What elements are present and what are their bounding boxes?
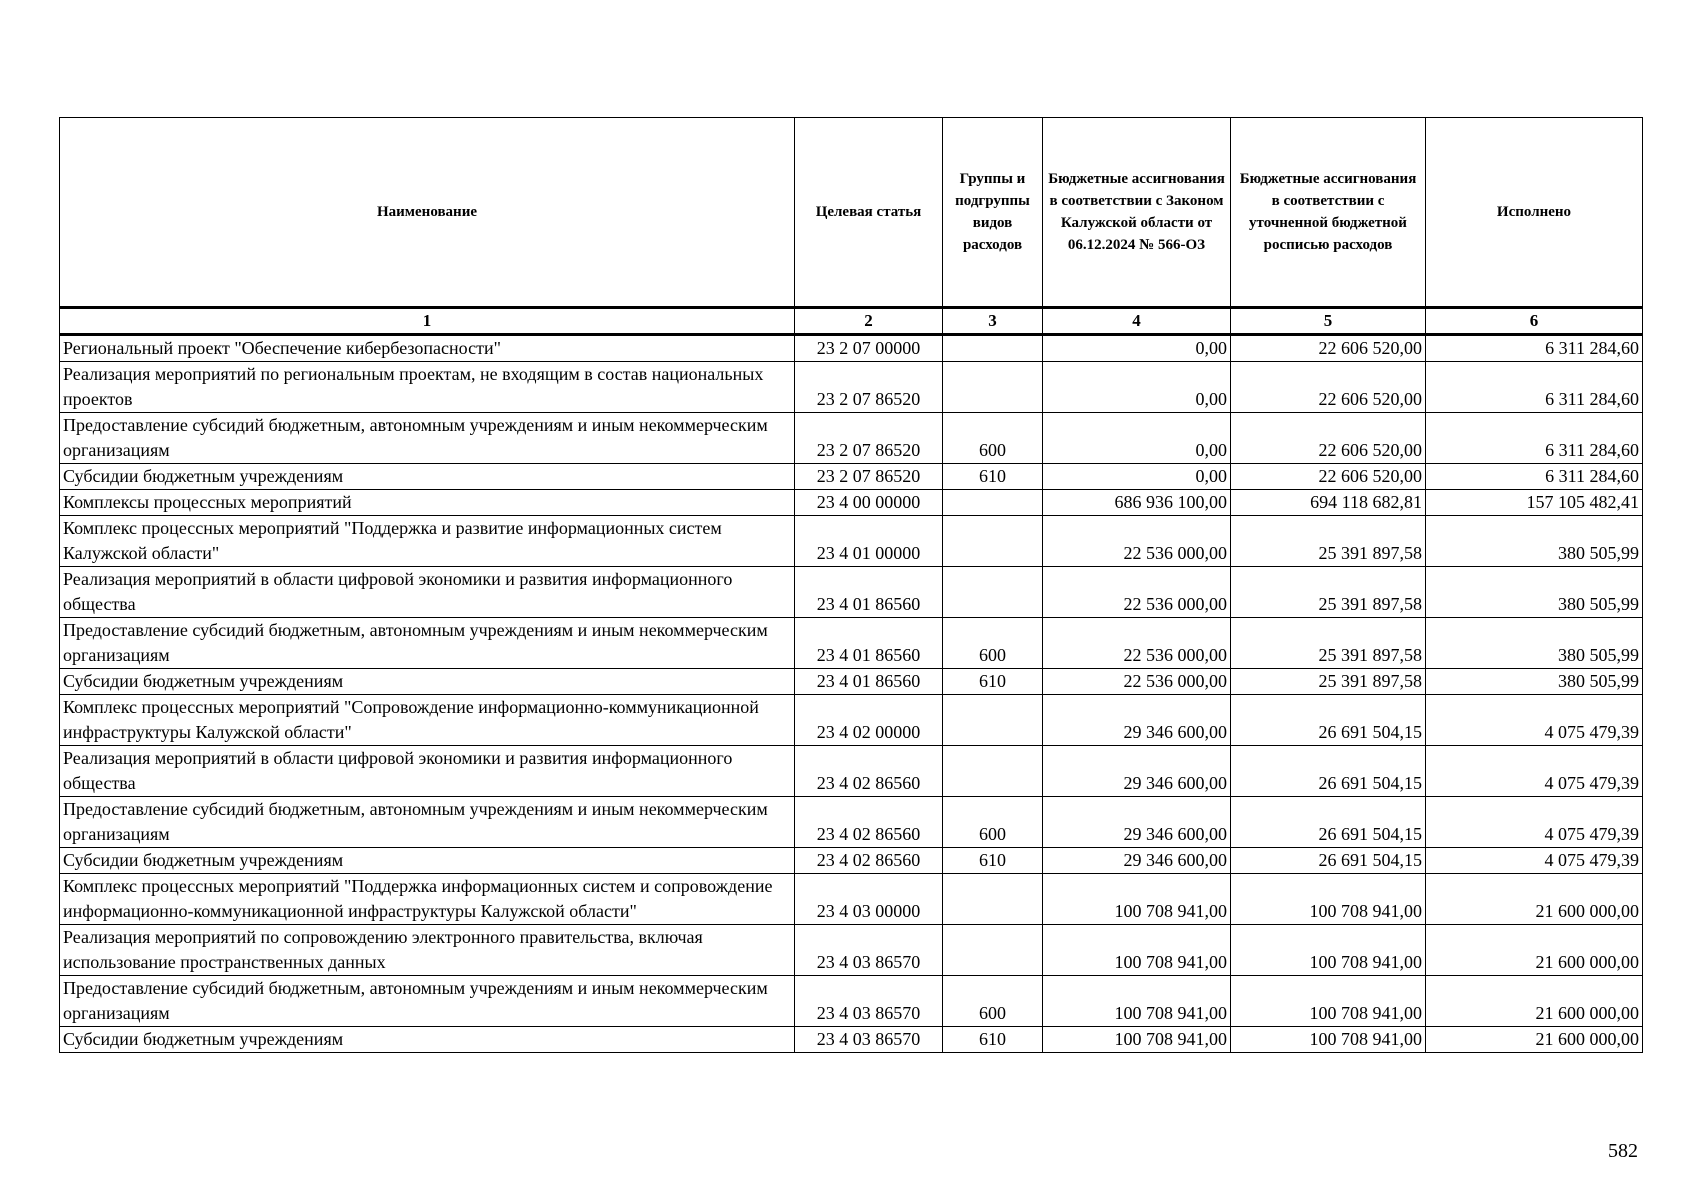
row-expense-group: 610: [943, 669, 1043, 695]
row-law-amount: 29 346 600,00: [1043, 797, 1231, 848]
header-executed: Исполнено: [1426, 118, 1643, 308]
header-law-allocations: Бюджетные ассигнования в соответствии с Законом Калужской области от 06.12.2024 № 566-ОЗ: [1043, 118, 1231, 308]
row-name: Предоставление субсидий бюджетным, автономным учреждениям и иным некоммерческим организациям: [60, 618, 795, 669]
row-refined-amount: 22 606 520,00: [1231, 335, 1426, 362]
row-name: Комплексы процессных мероприятий: [60, 490, 795, 516]
row-executed-amount: 6 311 284,60: [1426, 413, 1643, 464]
row-executed-amount: 157 105 482,41: [1426, 490, 1643, 516]
header-refined-allocations: Бюджетные ассигнования в соответствии с уточненной бюджетной росписью расходов: [1231, 118, 1426, 308]
row-name: Реализация мероприятий в области цифровой экономики и развития информационного общества: [60, 746, 795, 797]
row-target-article: 23 4 03 86570: [795, 976, 943, 1027]
column-number: 4: [1043, 308, 1231, 335]
table-row: [60, 618, 1643, 669]
row-target-article: 23 2 07 00000: [795, 335, 943, 362]
row-executed-amount: 21 600 000,00: [1426, 874, 1643, 925]
row-expense-group: [943, 925, 1043, 976]
row-target-article: 23 2 07 86520: [795, 413, 943, 464]
row-executed-amount: 380 505,99: [1426, 516, 1643, 567]
row-name: Реализация мероприятий по региональным проектам, не входящим в состав национальных проектов: [60, 362, 795, 413]
row-law-amount: 0,00: [1043, 413, 1231, 464]
row-expense-group: [943, 874, 1043, 925]
row-name: Субсидии бюджетным учреждениям: [60, 1027, 795, 1053]
row-executed-amount: 380 505,99: [1426, 669, 1643, 695]
row-expense-group: [943, 362, 1043, 413]
row-name: Региональный проект "Обеспечение кибербезопасности": [60, 335, 795, 362]
row-refined-amount: 22 606 520,00: [1231, 362, 1426, 413]
column-number: 1: [60, 308, 795, 335]
table-row: [60, 490, 1643, 516]
table-row: [60, 1027, 1643, 1053]
row-target-article: 23 2 07 86520: [795, 464, 943, 490]
row-law-amount: 100 708 941,00: [1043, 925, 1231, 976]
row-target-article: 23 4 03 86570: [795, 1027, 943, 1053]
row-target-article: 23 4 03 00000: [795, 874, 943, 925]
row-law-amount: 686 936 100,00: [1043, 490, 1231, 516]
row-target-article: 23 2 07 86520: [795, 362, 943, 413]
row-law-amount: 29 346 600,00: [1043, 695, 1231, 746]
table-row: [60, 335, 1643, 362]
row-name: Предоставление субсидий бюджетным, автономным учреждениям и иным некоммерческим организациям: [60, 797, 795, 848]
column-number: 2: [795, 308, 943, 335]
row-executed-amount: 21 600 000,00: [1426, 1027, 1643, 1053]
table-row: [60, 925, 1643, 976]
row-target-article: 23 4 01 86560: [795, 567, 943, 618]
row-target-article: 23 4 02 86560: [795, 746, 943, 797]
row-law-amount: 29 346 600,00: [1043, 848, 1231, 874]
row-target-article: 23 4 01 86560: [795, 618, 943, 669]
column-number: 3: [943, 308, 1043, 335]
row-expense-group: [943, 567, 1043, 618]
row-expense-group: [943, 695, 1043, 746]
row-name: Комплекс процессных мероприятий "Поддержка информационных систем и сопровождение информационно-коммуникационной инфраструктуры Калужской области": [60, 874, 795, 925]
row-refined-amount: 25 391 897,58: [1231, 669, 1426, 695]
row-expense-group: 600: [943, 618, 1043, 669]
table-row: [60, 464, 1643, 490]
row-executed-amount: 4 075 479,39: [1426, 746, 1643, 797]
row-expense-group: [943, 490, 1043, 516]
row-name: Комплекс процессных мероприятий "Поддержка и развитие информационных систем Калужской области": [60, 516, 795, 567]
row-target-article: 23 4 02 86560: [795, 848, 943, 874]
table-row: [60, 976, 1643, 1027]
table-row: [60, 516, 1643, 567]
row-refined-amount: 25 391 897,58: [1231, 516, 1426, 567]
row-law-amount: 0,00: [1043, 335, 1231, 362]
row-law-amount: 0,00: [1043, 362, 1231, 413]
row-name: Комплекс процессных мероприятий "Сопровождение информационно-коммуникационной инфраструктуры Калужской области": [60, 695, 795, 746]
row-expense-group: 610: [943, 848, 1043, 874]
row-executed-amount: 21 600 000,00: [1426, 976, 1643, 1027]
table-row: [60, 413, 1643, 464]
row-refined-amount: 100 708 941,00: [1231, 976, 1426, 1027]
row-law-amount: 22 536 000,00: [1043, 516, 1231, 567]
row-refined-amount: 25 391 897,58: [1231, 618, 1426, 669]
row-refined-amount: 100 708 941,00: [1231, 874, 1426, 925]
row-refined-amount: 22 606 520,00: [1231, 464, 1426, 490]
row-law-amount: 22 536 000,00: [1043, 567, 1231, 618]
row-target-article: 23 4 02 86560: [795, 797, 943, 848]
row-executed-amount: 21 600 000,00: [1426, 925, 1643, 976]
row-name: Субсидии бюджетным учреждениям: [60, 848, 795, 874]
row-refined-amount: 100 708 941,00: [1231, 1027, 1426, 1053]
row-expense-group: 600: [943, 976, 1043, 1027]
table-row: [60, 695, 1643, 746]
row-target-article: 23 4 01 00000: [795, 516, 943, 567]
row-expense-group: [943, 516, 1043, 567]
row-name: Субсидии бюджетным учреждениям: [60, 464, 795, 490]
table-row: [60, 567, 1643, 618]
row-refined-amount: 26 691 504,15: [1231, 797, 1426, 848]
row-executed-amount: 380 505,99: [1426, 567, 1643, 618]
column-number-row: [60, 308, 1643, 335]
row-name: Предоставление субсидий бюджетным, автономным учреждениям и иным некоммерческим организациям: [60, 413, 795, 464]
row-target-article: 23 4 02 00000: [795, 695, 943, 746]
table-row: [60, 362, 1643, 413]
header-name: Наименование: [60, 118, 795, 308]
row-target-article: 23 4 01 86560: [795, 669, 943, 695]
budget-table: [59, 117, 1643, 1053]
row-expense-group: 600: [943, 413, 1043, 464]
row-refined-amount: 100 708 941,00: [1231, 925, 1426, 976]
row-executed-amount: 4 075 479,39: [1426, 848, 1643, 874]
table-row: [60, 797, 1643, 848]
row-refined-amount: 26 691 504,15: [1231, 695, 1426, 746]
header-row: [60, 118, 1643, 308]
row-executed-amount: 6 311 284,60: [1426, 335, 1643, 362]
row-refined-amount: 22 606 520,00: [1231, 413, 1426, 464]
header-expense-groups: Группы и подгруппы видов расходов: [943, 118, 1043, 308]
row-law-amount: 0,00: [1043, 464, 1231, 490]
row-expense-group: 610: [943, 464, 1043, 490]
row-expense-group: 610: [943, 1027, 1043, 1053]
row-refined-amount: 694 118 682,81: [1231, 490, 1426, 516]
row-law-amount: 100 708 941,00: [1043, 976, 1231, 1027]
row-refined-amount: 26 691 504,15: [1231, 746, 1426, 797]
row-expense-group: 600: [943, 797, 1043, 848]
table-row: [60, 746, 1643, 797]
table-row: [60, 669, 1643, 695]
row-executed-amount: 6 311 284,60: [1426, 464, 1643, 490]
row-name: Реализация мероприятий в области цифровой экономики и развития информационного общества: [60, 567, 795, 618]
row-target-article: 23 4 00 00000: [795, 490, 943, 516]
row-law-amount: 29 346 600,00: [1043, 746, 1231, 797]
row-executed-amount: 380 505,99: [1426, 618, 1643, 669]
row-name: Реализация мероприятий по сопровождению электронного правительства, включая использование пространственных данных: [60, 925, 795, 976]
row-law-amount: 100 708 941,00: [1043, 1027, 1231, 1053]
row-refined-amount: 26 691 504,15: [1231, 848, 1426, 874]
table-row: [60, 874, 1643, 925]
row-law-amount: 22 536 000,00: [1043, 618, 1231, 669]
row-refined-amount: 25 391 897,58: [1231, 567, 1426, 618]
row-expense-group: [943, 335, 1043, 362]
row-name: Субсидии бюджетным учреждениям: [60, 669, 795, 695]
row-executed-amount: 4 075 479,39: [1426, 797, 1643, 848]
table-row: [60, 848, 1643, 874]
row-executed-amount: 6 311 284,60: [1426, 362, 1643, 413]
column-number: 6: [1426, 308, 1643, 335]
row-executed-amount: 4 075 479,39: [1426, 695, 1643, 746]
row-name: Предоставление субсидий бюджетным, автономным учреждениям и иным некоммерческим организациям: [60, 976, 795, 1027]
column-number: 5: [1231, 308, 1426, 335]
row-law-amount: 22 536 000,00: [1043, 669, 1231, 695]
header-target-article: Целевая статья: [795, 118, 943, 308]
page-number: 582: [1608, 1140, 1638, 1162]
row-expense-group: [943, 746, 1043, 797]
row-law-amount: 100 708 941,00: [1043, 874, 1231, 925]
row-target-article: 23 4 03 86570: [795, 925, 943, 976]
